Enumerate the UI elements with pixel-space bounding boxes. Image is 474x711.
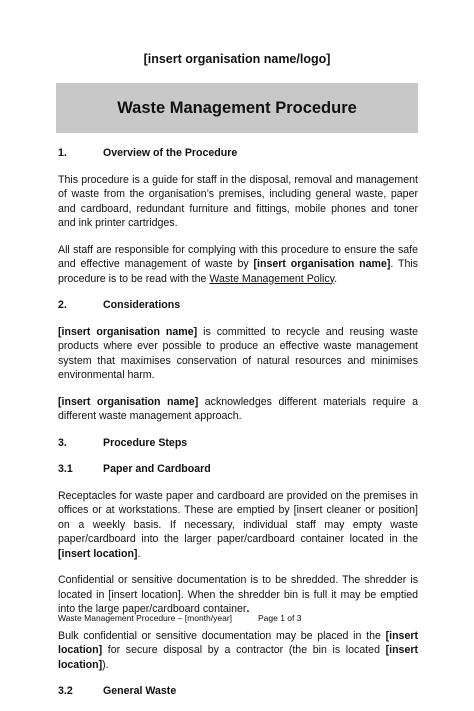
- text-run: Bulk confidential or sensitive documentation may be placed in the: [58, 629, 386, 642]
- paragraph: [58, 243, 418, 287]
- section-title: Procedure Steps: [103, 436, 188, 449]
- section-heading-2: [58, 298, 418, 313]
- subsection-heading-3-1: [58, 462, 418, 477]
- section-number: 3.1: [58, 463, 73, 475]
- placeholder-text: [insert organisation name]: [58, 325, 198, 338]
- paragraph: [58, 489, 418, 562]
- organisation-placeholder: [insert organisation name/logo]: [143, 52, 331, 66]
- document-title: Waste Management Procedure: [117, 98, 357, 117]
- text-run: is committed to recycle and reusing waste products where ever possible to produce an effective waste management system that maximises conservation of natural resources and minimises environmental harm.: [58, 325, 418, 381]
- section-title: Paper and Cardboard: [103, 463, 211, 475]
- paragraph: [58, 629, 418, 673]
- placeholder-text: [insert organisation name]: [253, 258, 391, 270]
- text-run: for secure disposal by a contractor (the bin is located: [102, 644, 386, 656]
- placeholder-text: [insert organisation name]: [58, 395, 199, 408]
- text-run: acknowledges different materials require a different waste management approach.: [58, 395, 418, 422]
- text-run: .: [137, 547, 141, 560]
- paragraph: This procedure is a guide for staff in the disposal, removal and management of waste from the organisation’s premises, including general waste, paper and cardboard, redundant furniture and fittings, mobile phones and toner and ink printer cartridges.: [58, 173, 418, 229]
- footer-document-title: Waste Management Procedure – [month/year]: [58, 613, 233, 623]
- placeholder-text: [insert location]: [58, 547, 138, 560]
- section-title: General Waste: [103, 685, 177, 697]
- section-title: Overview of the Procedure: [103, 147, 238, 159]
- subsection-heading-3-2: [58, 684, 418, 699]
- text-run: . This procedure is to be read with the: [58, 258, 418, 285]
- section-title: Considerations: [103, 299, 181, 311]
- paragraph: [58, 395, 418, 424]
- text-run: .: [334, 272, 338, 285]
- text-run: All staff are responsible for complying with this procedure to ensure the safe and effective management of waste by: [58, 243, 418, 270]
- page-footer: [58, 613, 301, 623]
- text-run: Confidential or sensitive documentation is to be shredded. The shredder is located in [insert location]. When the shredder bin is full it may be emptied into the large paper/cardboard container: [58, 574, 418, 615]
- text-run: Receptacles for waste paper and cardboard are provided on the premises in offices or at workstations. These are emptied by [insert cleaner or position] on a weekly basis. If necessary, individual staff may empty waste paper/cardboard into the larger paper/cardboard container located in the: [58, 489, 418, 545]
- paragraph: [58, 325, 418, 383]
- footer-page-number: Page 1 of 3: [258, 613, 302, 623]
- placeholder-text: [insert location]: [58, 629, 418, 656]
- section-heading-1: [58, 146, 418, 161]
- title-banner: [56, 83, 418, 133]
- section-number: 3.2: [58, 685, 73, 697]
- document-body: [58, 146, 418, 711]
- text-run: ).: [102, 658, 109, 671]
- section-number: 3.: [58, 436, 67, 449]
- policy-link[interactable]: Waste Management Policy: [209, 272, 335, 285]
- section-number: 2.: [58, 299, 67, 311]
- text-run: .: [246, 603, 250, 615]
- paragraph: [58, 573, 418, 617]
- placeholder-text: [insert location]: [58, 644, 418, 671]
- section-heading-3: [58, 436, 418, 451]
- section-number: 1.: [58, 147, 67, 159]
